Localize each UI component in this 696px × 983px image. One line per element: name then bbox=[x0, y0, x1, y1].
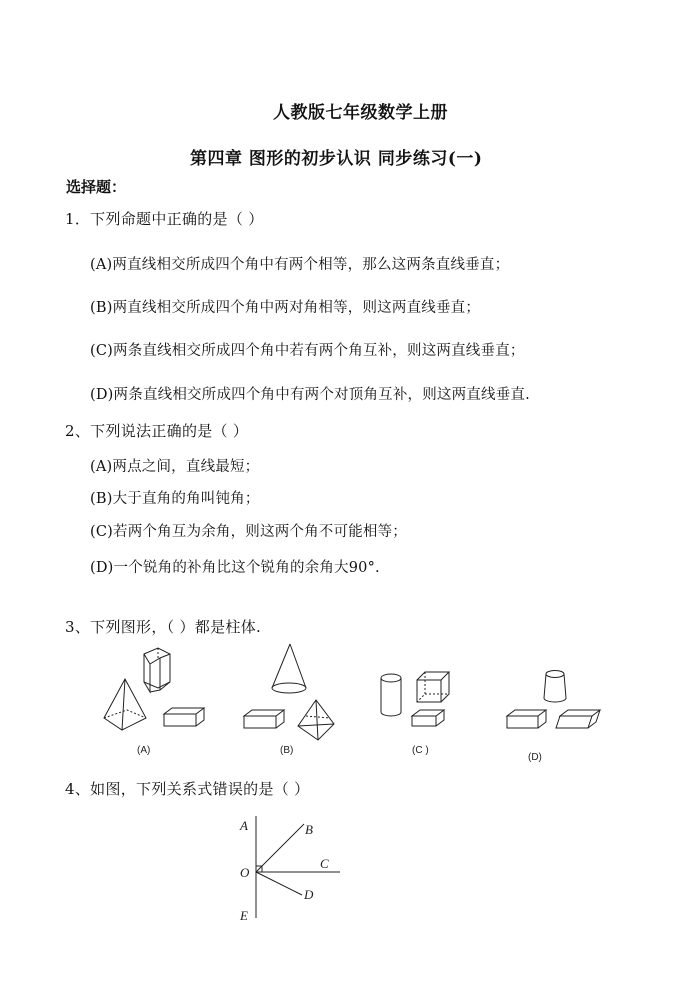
section-heading: 选择题： bbox=[66, 178, 127, 196]
question-1-option-b: (B)两直线相交所成四个角中两对角相等，则这两直线垂直； bbox=[90, 300, 481, 316]
ray-ob bbox=[256, 824, 304, 872]
point-label-a: A bbox=[240, 818, 248, 833]
point-label-c: C bbox=[320, 856, 329, 871]
point-label-o: O bbox=[240, 865, 250, 880]
point-label-d: D bbox=[304, 887, 314, 902]
chapter-subtitle: 第四章 图形的初步认识 同步练习(一) bbox=[190, 149, 483, 169]
question-3-figures bbox=[0, 640, 696, 770]
point-label-e: E bbox=[240, 908, 248, 920]
document-title: 人教版七年级数学上册 bbox=[273, 103, 448, 123]
figure-a-cuboid bbox=[164, 708, 204, 726]
question-1-option-d: (D)两条直线相交所成四个角中有两个对顶角互补，则这两直线垂直. bbox=[90, 387, 530, 403]
question-2-stem: 2、下列说法正确的是（ ） bbox=[65, 422, 249, 440]
figure-label-c: (C ) bbox=[412, 745, 429, 756]
question-1-option-c: (C)两条直线相交所成四个角中若有两个角互补，则这两直线垂直； bbox=[90, 343, 525, 359]
point-label-b: B bbox=[305, 822, 313, 837]
question-2-option-d: (D)一个锐角的补角比这个锐角的余角大90°. bbox=[90, 560, 380, 576]
question-1-stem: 1．下列命题中正确的是（ ） bbox=[65, 210, 264, 228]
ray-od bbox=[256, 872, 302, 895]
figure-c-cylinder bbox=[381, 674, 401, 716]
figure-d-cuboid-left bbox=[507, 710, 546, 728]
figure-label-b: (B) bbox=[280, 745, 294, 756]
figure-c-cube bbox=[417, 672, 449, 702]
figure-label-a: (A) bbox=[137, 745, 151, 756]
figure-label-d: (D) bbox=[528, 752, 542, 763]
figure-d-prism-right bbox=[556, 710, 600, 728]
question-1-option-a: (A)两直线相交所成四个角中有两个相等，那么这两条直线垂直； bbox=[90, 257, 510, 273]
figure-a-pyramid bbox=[104, 679, 146, 730]
figure-c-cuboid bbox=[412, 710, 444, 726]
question-2-option-a: (A)两点之间，直线最短； bbox=[90, 459, 260, 475]
question-2-option-c: (C)若两个角互为余角，则这两个角不可能相等； bbox=[90, 524, 408, 540]
figure-b-cone bbox=[272, 644, 306, 693]
question-3-stem: 3、下列图形，（ ）都是柱体. bbox=[65, 618, 262, 636]
figure-b-pyramid bbox=[298, 700, 334, 740]
question-4-angle-diagram bbox=[0, 810, 696, 920]
question-4-stem: 4、如图，下列关系式错误的是（ ） bbox=[65, 780, 310, 798]
question-2-option-b: (B)大于直角的角叫钝角； bbox=[90, 491, 260, 507]
figure-b-cuboid bbox=[244, 710, 284, 728]
figure-a-hexagonal-prism bbox=[144, 648, 170, 692]
figure-d-frustum bbox=[544, 671, 566, 703]
